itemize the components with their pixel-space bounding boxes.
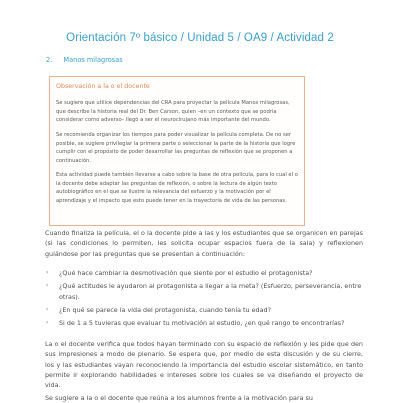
list-item: [45, 318, 365, 328]
chevron-right-icon: ›: [46, 282, 49, 290]
note-paragraph-3: Esta actividad puede también llevarse a cabo sobre la base de otra película, para lo cual el o la docente debe adaptar las preguntas de reflexión, o sobre la lectura de algún texto autobiográfico en el que se ilustre la relevancia del esfuerzo y la motivación por el aprendizaje y el impacto que esto puede tener en la trayectoria de vida de las personas.: [56, 172, 298, 204]
page-title: Orientación 7º básico / Unidad 5 / OA9 / Actividad 2: [66, 32, 334, 44]
question-text: ¿Qué hace cambiar la desmotivación que siente por el estudio el protagonista?: [59, 269, 313, 277]
section-number: 2.: [46, 56, 53, 64]
question-text: Si de 1 a 5 tuvieras que evaluar tu motivación al estudio, ¿en qué rango te encontrarías?: [59, 319, 345, 328]
note-paragraph-2: Se recomienda organizar los tiempos para poder visualizar la película completa. De no ser posible, se sugiere privilegiar la primera parte o seleccionar la parte de la historia que logre cumplir con el propósito de poder desarrollar las preguntas de reflexión que se proponen a continuación.: [56, 132, 296, 164]
section-heading: [46, 56, 123, 64]
note-title: Observación a la o el docente: [56, 83, 150, 90]
list-item: [45, 268, 365, 278]
question-text: ¿Qué actitudes le ayudaron al protagonista a llegar a la meta? (Esfuerzo, perseverancia, entre otras).: [59, 282, 362, 301]
teacher-note-box: [49, 76, 305, 226]
chevron-right-icon: ›: [46, 319, 49, 327]
section-title: Manos milagrosas: [63, 56, 123, 64]
question-list: [45, 268, 365, 328]
note-paragraph-1: Se sugiere que utilice dependencias del CRA para proyectar la película Manos milagrosas, que describe la historia real del Dr. Ben Carson, quien –en un contexto que se podría considerar como adverso– llegó a ser el neurocirujano más importante del mundo.: [56, 100, 290, 124]
intro-paragraph: Cuando finaliza la película, el o la docente pide a las y los estudiantes que se organicen en parejas (si las condiciones lo permiten, les solicita ocupar espacios fuera de la sala) y reflexionen guiándose por las preguntas que se presentan a continuación:: [45, 229, 363, 258]
chevron-right-icon: ›: [46, 269, 49, 276]
list-item: [45, 281, 365, 302]
closing-paragraph: La o el docente verifica que todos hayan terminado con su espacio de reflexión y les pide que den sus impresiones a modo de plenario. Se espera que, por medio de esta discusión y de su cierre, los y las estudiantes vayan reconociendo la importancia del estudio escolar sistemático, en tanto permite ir explorando habilidades e intereses sobre los cuales se va diseñando el proyecto de vida.: [45, 340, 363, 390]
question-text: ¿En qué se parece la vida del protagonista, cuando tenía tu edad?: [59, 305, 271, 314]
list-item: [45, 305, 365, 315]
chevron-right-icon: ›: [46, 305, 49, 313]
truncated-paragraph: Se sugiere a la o el docente que reúna a los alumnos frente a la motivación para su: [45, 394, 313, 402]
